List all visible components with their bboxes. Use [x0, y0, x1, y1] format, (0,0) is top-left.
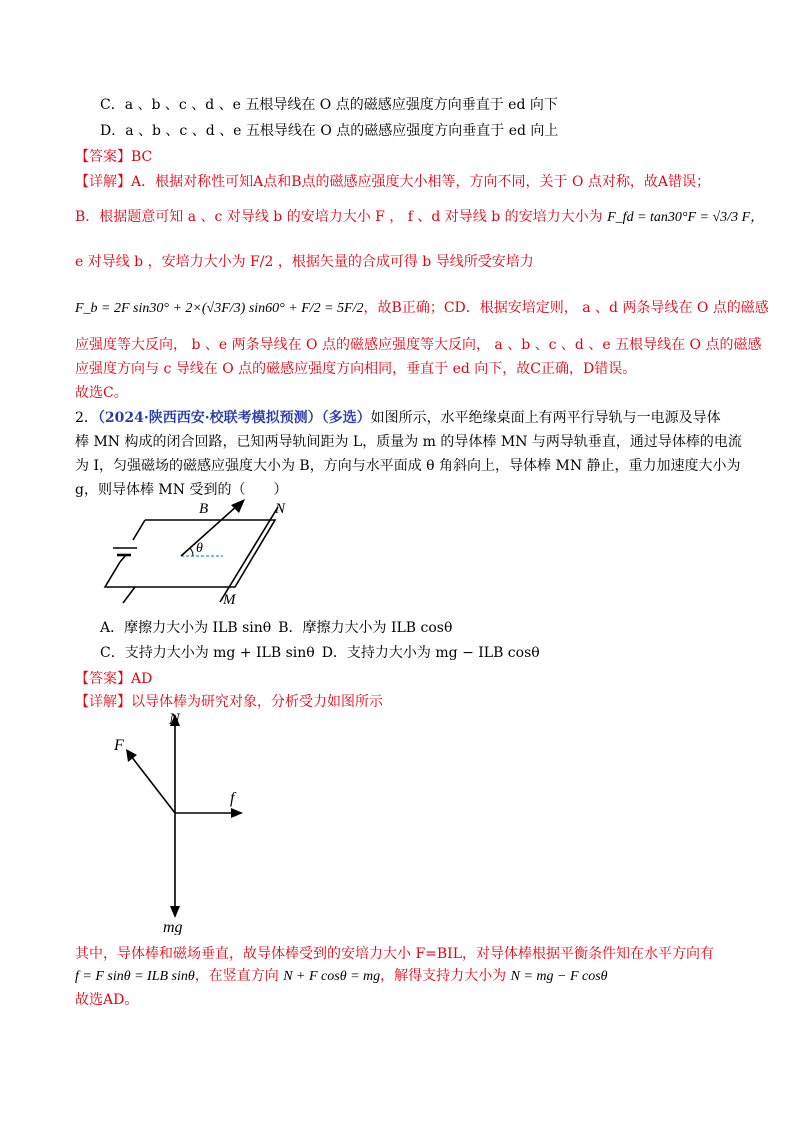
label-M: M [223, 592, 236, 608]
force-F-line [131, 756, 175, 813]
q2-option-a: A．摩擦力大小为 ILB sinθ [100, 620, 272, 636]
prev-conclusion: 故选C。 [75, 385, 128, 401]
label-theta: θ [196, 541, 203, 556]
q2-detail-label: 【详解】 [75, 694, 131, 710]
q2-stem-line-1 [75, 408, 721, 428]
label-force-f: f [230, 790, 235, 807]
q2-stem-1: 如图所示，水平绝缘桌面上有两平行导轨与一电源及导体 [370, 410, 721, 426]
q2-formula-vertical: N + F cosθ = mg [283, 969, 381, 984]
conductor-rod-mn [220, 507, 278, 602]
q2-option-d: D．支持力大小为 mg − ILB cosθ [321, 645, 540, 661]
q2-stem-line-4: g，则导体棒 MN 受到的（ ） [75, 482, 288, 498]
force-mg-arrowhead [170, 906, 180, 918]
q2-option-c: C．支持力大小为 mg + ILB sinθ [100, 645, 315, 661]
q2-stem-line-3: 为 I，匀强磁场的磁感应强度大小为 B，方向与水平面成 θ 角斜向上，导体棒 MN 静止，重力加速度大小为 [75, 458, 741, 474]
prev-detail-line-4 [75, 298, 769, 319]
force-f-arrowhead [231, 808, 243, 818]
q2-source: （2024·陕西西安·校联考模拟预测）（多选） [97, 410, 371, 426]
magnetic-field-arrow [181, 505, 238, 556]
label-force-F: F [114, 737, 124, 754]
lower-rail-extension [123, 587, 135, 603]
prev-detail-line-1 [75, 172, 710, 192]
magnetic-field-arrowhead [231, 499, 245, 513]
prev-option-d: D．a 、b 、c 、d 、e 五根导线在 O 点的磁感应强度方向垂直于 ed 向上 [100, 123, 559, 139]
q2-formula-friction: f = F sinθ = ILB sinθ [75, 969, 195, 984]
prev-detail-text-1: A．根据对称性可知A点和B点的磁感应强度大小相等，方向不同，关于 O 点对称，故A错误； [131, 174, 710, 190]
q2-formula-normal: N = mg − F cosθ [510, 969, 608, 984]
theta-arc [190, 548, 193, 556]
q2-answer: 【答案】AD [75, 671, 153, 687]
label-force-mg: mg [163, 919, 183, 935]
label-B: B [199, 501, 209, 517]
force-F-arrowhead [126, 749, 137, 762]
q2-options-cd [100, 643, 540, 663]
prev-option-c: C．a 、b 、c 、d 、e 五根导线在 O 点的磁感应强度方向垂直于 ed 向下 [100, 97, 558, 113]
q2-detail-line-3 [75, 966, 608, 987]
q2-conclusion: 故选AD。 [75, 992, 139, 1008]
q2-detail-line-2: 其中，导体棒和磁场垂直，故导体棒受到的安培力大小 F=BIL，对导体棒根据平衡条件知在水平方向有 [75, 946, 715, 962]
prev-detail-line-6: 应强度方向与 c 导线在 O 点的磁感应强度方向相同，垂直于 ed 向下，故C正确，D错误。 [75, 361, 637, 377]
q2-force-diagram [105, 710, 265, 935]
label-force-N: N [169, 711, 180, 728]
q2-circuit-diagram [95, 495, 305, 610]
q2-options-ab [100, 618, 452, 638]
q2-number: 2． [75, 410, 98, 426]
q2-detail-text-3b: ，在竖直方向 [194, 968, 279, 984]
q2-detail-text-3d: ，解得支持力大小为 [380, 968, 507, 984]
prev-detail-line-5: 应强度等大反向， b 、e 两条导线在 O 点的磁感应强度等大反向， a 、b 、c 、d 、e 五根导线在 O 点的磁感 [75, 337, 762, 353]
left-rail-upper [133, 520, 145, 540]
prev-detail-formula-2b: F_fd = tan30°F = √3/3 F， [607, 210, 765, 225]
prev-detail-text-2a: B．根据题意可知 a 、c 对导线 b 的安培力大小 F ， f 、d 对导线 b 的安培力大小为 [75, 209, 603, 225]
q2-detail-text-1: 以导体棒为研究对象，分析受力如图所示 [131, 694, 383, 710]
prev-answer: 【答案】BC [75, 149, 153, 165]
q2-option-b: B．摩擦力大小为 ILB cosθ [278, 620, 453, 636]
q2-detail-line-1 [75, 692, 383, 712]
prev-detail-formula-4a: F_b = 2F sin30° + 2×(√3F/3) sin60° + F/2 = 5F/2 [75, 301, 364, 316]
prev-detail-text-4b: ，故B正确；CD．根据安培定则， a 、d 两条导线在 O 点的磁感 [363, 300, 769, 316]
q2-stem-line-2: 棒 MN 构成的闭合回路，已知两导轨间距为 L，质量为 m 的导体棒 MN 与两导轨垂直，通过导体棒的电流 [75, 434, 742, 450]
prev-detail-line-3: e 对导线 b ，安培力大小为 F/2 ，根据矢量的合成可得 b 导线所受安培力 [75, 254, 534, 270]
prev-detail-line-2 [75, 207, 764, 228]
prev-detail-label: 【详解】 [75, 174, 131, 190]
label-N: N [275, 501, 286, 517]
